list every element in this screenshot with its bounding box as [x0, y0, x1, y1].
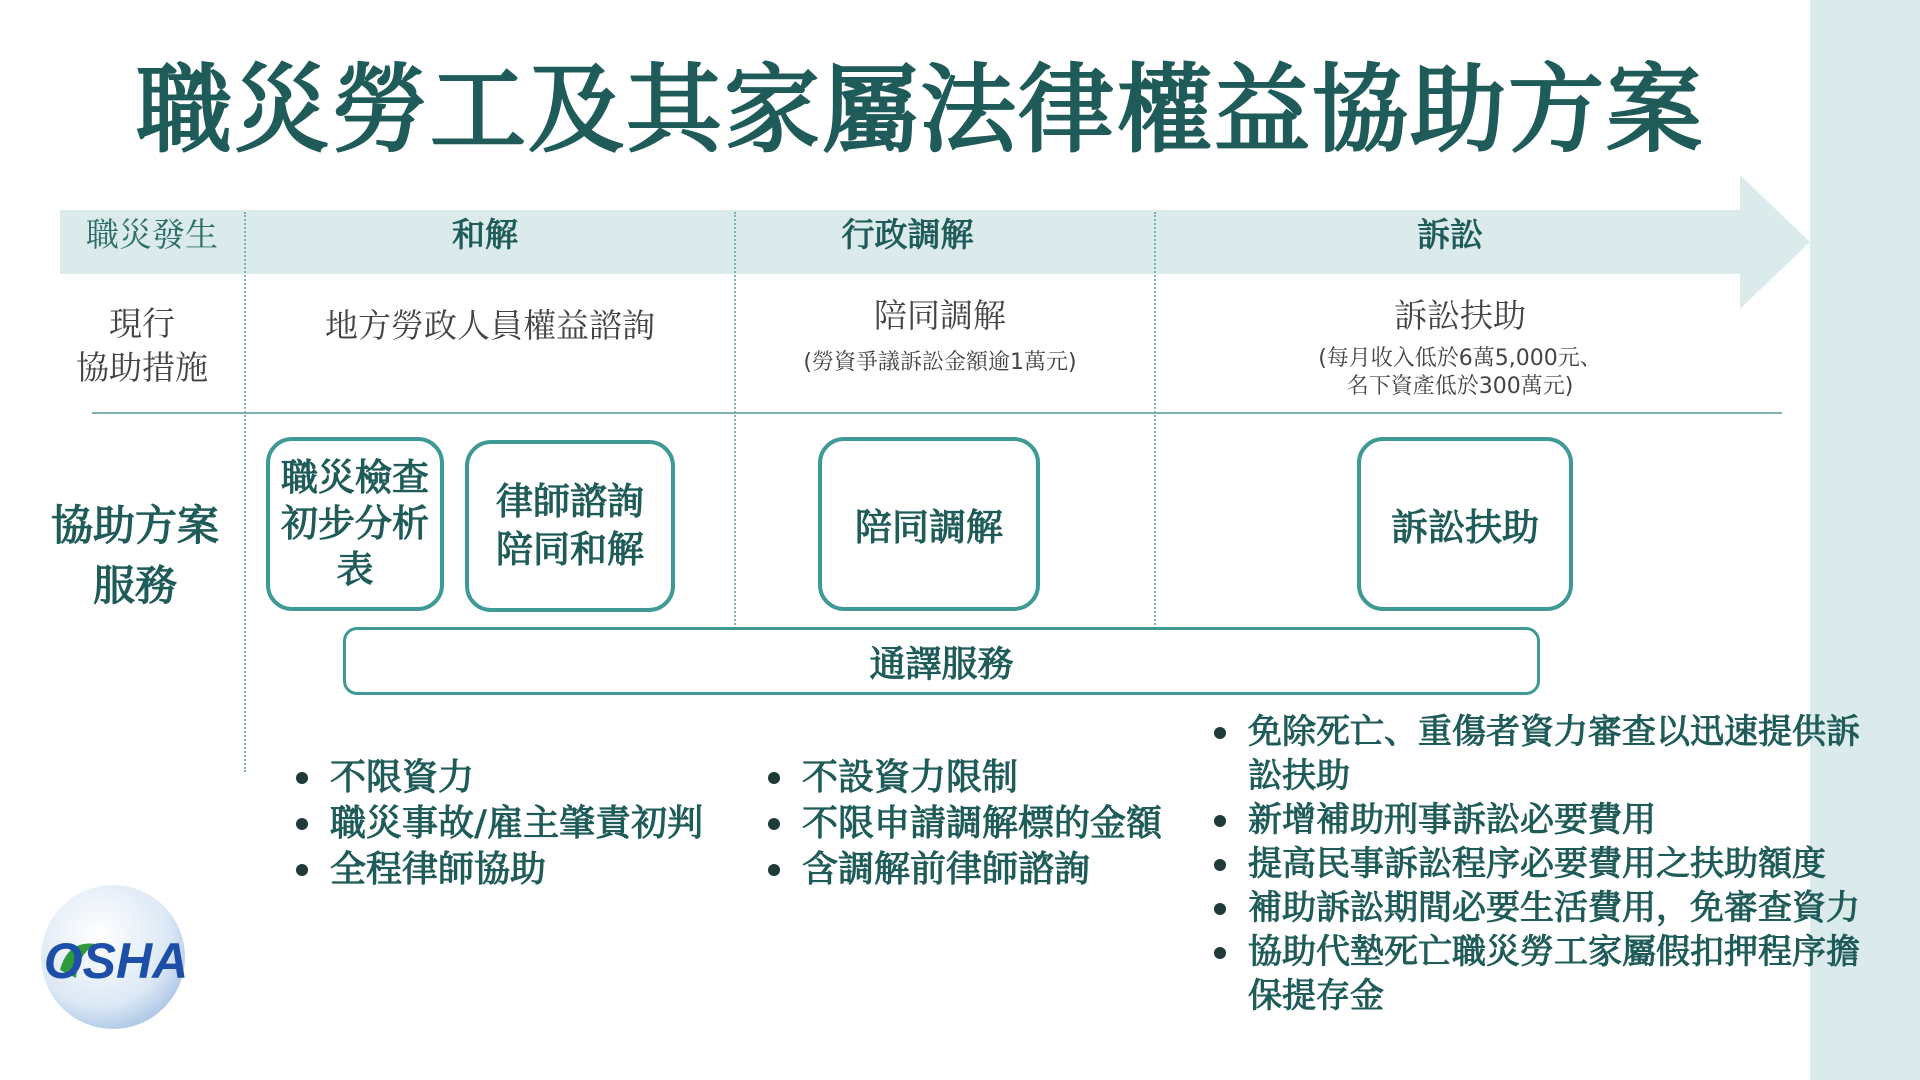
service-box-mediation: 陪同調解 [818, 437, 1040, 611]
bullet-item: 不設資力限制 [762, 755, 1202, 801]
bullet-item: 職災事故/雇主肇責初判 [290, 801, 710, 847]
osha-logo-text: OSHA [43, 933, 188, 989]
bullet-item: 新增補助刑事訴訟必要費用 [1208, 798, 1888, 842]
stage-litigation: 訴訟 [1417, 215, 1483, 254]
measure-reconcile: 地方勞政人員權益諮詢 [325, 306, 655, 345]
divider-incident [244, 212, 246, 772]
litigation-note-line1: (每月收入低於6萬5,000元、 [1318, 346, 1602, 371]
service-box-inspection [266, 437, 444, 611]
services-label-line1: 協助方案 [50, 501, 219, 550]
divider-reconcile [734, 212, 736, 632]
service-box-litigation: 訴訟扶助 [1357, 437, 1573, 611]
bullet-item: 含調解前律師諮詢 [762, 847, 1202, 893]
section-divider [92, 412, 1782, 414]
measure-mediation: 陪同調解 [874, 296, 1006, 335]
measure-litigation-note [1200, 345, 1720, 401]
current-measures-label-line2: 協助措施 [76, 348, 208, 387]
lawyer-line1: 律師諮詢 [496, 480, 644, 523]
osha-logo [38, 882, 188, 1032]
bullet-item: 不限申請調解標的金額 [762, 801, 1202, 847]
bullet-item: 補助訴訟期間必要生活費用，免審查資力 [1208, 886, 1888, 930]
bullet-item: 不限資力 [290, 755, 710, 801]
page-title: 職災勞工及其家屬法律權益協助方案 [136, 54, 1704, 166]
bullets-litigation [1208, 710, 1888, 1018]
current-measures-label-line1: 現行 [109, 304, 175, 343]
litigation-note-line2: 名下資產低於300萬元) [1346, 374, 1574, 399]
inspection-line3: 表 [336, 548, 374, 591]
bullets-reconcile [290, 755, 710, 893]
measure-litigation: 訴訟扶助 [1394, 296, 1526, 335]
current-measures-label [52, 302, 232, 390]
bullet-item: 提高民事訴訟程序必要費用之扶助額度 [1208, 842, 1888, 886]
service-box-lawyer [465, 440, 675, 612]
inspection-line2: 初步分析 [281, 502, 429, 545]
stage-reconcile: 和解 [452, 215, 518, 254]
bullet-item: 協助代墊死亡職災勞工家屬假扣押程序擔保提存金 [1208, 930, 1888, 1018]
stage-incident: 職災發生 [86, 215, 218, 254]
inspection-line1: 職災檢查 [281, 456, 429, 499]
bullets-mediation [762, 755, 1202, 893]
services-label [40, 496, 230, 616]
services-label-line2: 服務 [92, 561, 177, 610]
lawyer-line2: 陪同和解 [496, 528, 644, 571]
stage-mediation: 行政調解 [841, 215, 974, 254]
service-interpretation: 通譯服務 [343, 627, 1540, 695]
bullet-item: 全程律師協助 [290, 847, 710, 893]
divider-mediation [1154, 212, 1156, 632]
measure-mediation-note: (勞資爭議訴訟金額逾1萬元) [803, 350, 1077, 375]
bullet-item: 免除死亡、重傷者資力審查以迅速提供訴訟扶助 [1208, 710, 1888, 798]
